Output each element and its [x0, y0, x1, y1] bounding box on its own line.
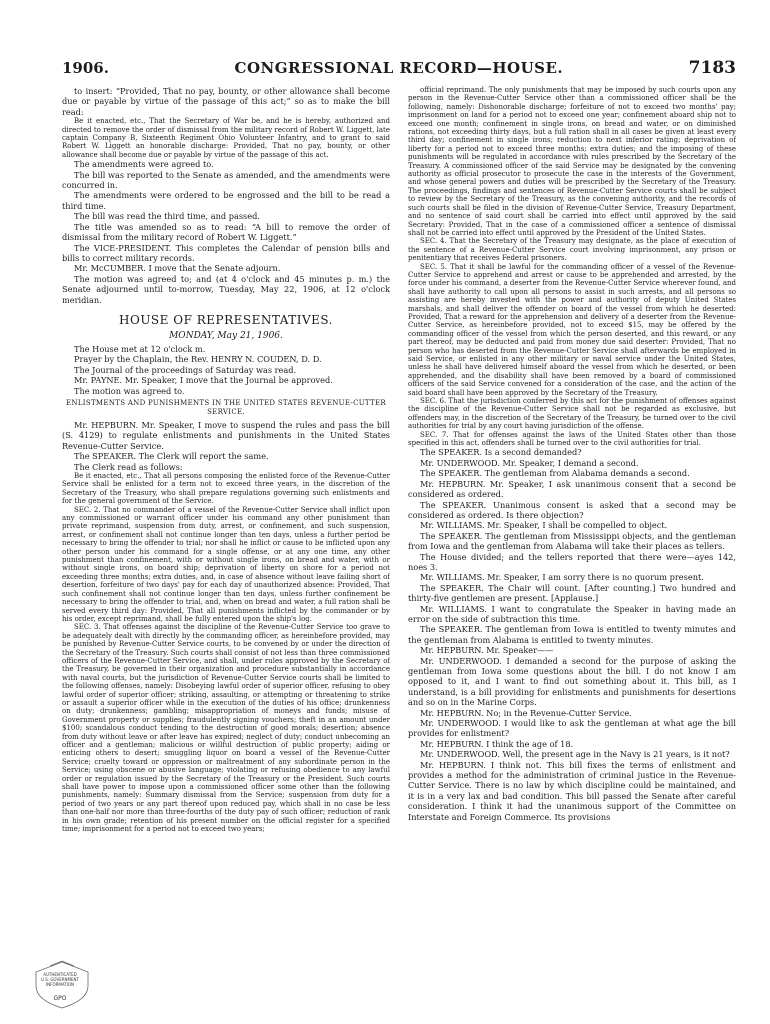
debate-paragraph: Mr. UNDERWOOD. Well, the present age in the Navy is 21 years, is it not? [420, 749, 730, 760]
paragraph: The motion was agreed to; and (at 4 o'clock and 45 minutes p. m.) the Senate adjourned until to-morrow, Tuesday, May 22, 1906, at 12 o'clock meridian. [62, 273, 390, 305]
bill-paragraph: SEC. 3. That offenses against the discipline of the Revenue-Cutter Service too grave to be adequately dealt with directly by the commanding officer, as hereinbefore provided, may be punished by Revenue-Cutter Service courts, to be convened by or under the direction of the Secretary of the Treasury. Such courts shall consist of not less than three commissioned officers of the Revenue-Cutter Service, and shall, under rules approved by the Secretary of the Treasury, be governed in their organization and procedure substantially in accordance with naval courts, but the jurisdiction of Revenue-Cutter Service courts shall be limited to the following offenses, namely: Disobeying lawful order of superior officer, refusing to obey lawful order of superior officer; striking, assaulting, or attempting or threatening to strike or assault a superior officer while in the execution of the duties of his office; drunkenness on duty; drunkenness; gambling; misappropriation of moneys and funds; misuse of Government property or supplies; fraudulently signing vouchers; theft in an amount under $100; scandalous conduct tending to the destruction of good morals; desertion; absence from duty without leave or after leave has expired; neglect of duty; conduct unbecoming an officer and a gentleman; malicious or willful destruction of public property; aiding or enticing others to desert; smuggling liquor on board a vessel of the Revenue-Cutter Service; cruelty toward or oppression or maltreatment of any subordinate person in the Service; using obscene or abusive language; violating or refusing obedience to any lawful order or regulation issued by the Secretary of the Treasury or the President. Such courts shall have power to impose upon a commissioned officer some other than the following punishments, namely: Summary dismissal from the Service; suspension from duty for a period of two years or any part thereof upon reduced pay, which shall in no case be less than one-half nor more than three-fourths of the duty pay of such officer; reduction of rank in his own grade; retention of his present number on the official register for a specified time; imprisonment for a period not to exceed two years; [62, 623, 390, 834]
paragraph: Be it enacted, etc., That the Secretary of War be, and he is hereby, authorized and directed to remove the order of dismissal from the military record of Robert W. Liggett, late captain Company B, Sixteenth Regiment Ohio Volunteer Infantry, and to grant to said Robert W. Liggett an honorable discharge: Provided, That no pay, bounty, or other allowance shall become due or payable by virtue of the passage of this act. [62, 117, 390, 159]
paragraph: The motion was agreed to. [74, 385, 185, 396]
debate-paragraph: Mr. UNDERWOOD. I would like to ask the gentleman at what age the bill provides for enlistment? [408, 718, 736, 739]
paragraph: The SPEAKER. The Clerk will report the same. [74, 451, 269, 462]
house-heading: HOUSE OF REPRESENTATIVES. [119, 312, 333, 327]
header-title: CONGRESSIONAL RECORD—HOUSE. [234, 59, 564, 77]
bill-paragraph: SEC. 5. That it shall be lawful for the commanding officer of a vessel of the Revenue-Cutter Service to apprehend and arrest or cause to be apprehended and arrested, by the force under his command, a deserter from the Revenue-Cutter Service wherever found, and shall have authority to call upon all persons to assist in such arrests, and all persons so assisting are hereby invested with the power and authority of deputy United States marshals, and shall deliver the offender on board of the vessel from which he deserted: Provided, That a reward for the apprehension and delivery of a deserter from the Revenue-Cutter Service, as hereinbefore provided, not to exceed $15, may be offered by the commanding officer of the vessel from which the person deserted, and this reward, or any part thereof, may be deducted and paid from money due said deserter: Provided, That no person who has deserted from the Revenue-Cutter Service shall afterwards be employed in said Service, or enlisted in any other military or naval service under the United States, unless he shall have delivered himself aboard the vessel from which he deserted, or been apprehended, and the disability shall have been removed by a board of commissioned officers of the said Service convened for a consideration of the case, and the action of the said board shall have been approved by the Secretary of the Treasury. [408, 262, 736, 397]
seal-text-3: INFORMATION [45, 982, 75, 987]
debate-paragraph: The SPEAKER. The gentleman from Iowa is entitled to twenty minutes and the gentleman from Alabama is entitled to twenty minutes. [408, 624, 736, 645]
paragraph: The bill was reported to the Senate as amended, and the amendments were concurred in. [62, 169, 390, 191]
debate-paragraph: Mr. HEPBURN. Mr. Speaker—— [420, 645, 554, 656]
header-page-number: 7183 [688, 58, 736, 78]
left-column [62, 86, 390, 986]
paragraph: The amendments were ordered to be engrossed and the bill to be read a third time. [62, 190, 390, 211]
bill-paragraph: SEC. 4. That the Secretary of the Treasury may designate, as the place of execution of the sentence of a Revenue-Cutter Service court involving imprisonment, any prison or penitentiary that receives Federal prisoners. [408, 237, 736, 263]
gpo-authentication-seal [28, 960, 96, 1010]
seal-text-2: U.S. GOVERNMENT [41, 977, 79, 982]
bill-paragraph: Be it enacted, etc., That all persons composing the enlisted force of the Revenue-Cutter Service shall be enlisted for a term not to exceed three years, in the discretion of the Secretary of the Treasury, who shall prepare regulations governing such enlistments and for the general government of the Service. [62, 472, 390, 506]
page-header [62, 58, 736, 78]
debate-paragraph: Mr. HEPBURN. I think not. This bill fixes the terms of enlistment and provides a method for the administration of criminal justice in the Revenue-Cutter Service. There is no law by which discipline could be maintained, and it is in a very lax and bad condition. This bill passed the Senate after careful consideration. I think it had the unanimous support of the Committee on Interstate and Foreign Commerce. Its provisions [408, 759, 736, 822]
paragraph: to insert: “Provided, That no pay, bounty, or other allowance shall become due or payable by virtue of the passage of this act;” so as to make the bill read: [62, 86, 390, 117]
debate-paragraph: The SPEAKER. The gentleman from Mississippi objects, and the gentleman from Iowa and the gentleman from Alabama will take their places as tellers. [408, 530, 736, 552]
debate-paragraph: Mr. UNDERWOOD. Mr. Speaker, I demand a second. [420, 457, 639, 468]
debate-paragraph: Mr. WILLIAMS. Mr. Speaker, I shall be compelled to object. [420, 520, 668, 531]
paragraph: The House met at 12 o'clock m. [74, 343, 206, 354]
paragraph: The VICE-PRESIDENT. This completes the Calendar of pension bills and bills to correct military records. [62, 242, 390, 263]
bill-paragraph: official reprimand. The only punishments that may be imposed by such courts upon any person in the Revenue-Cutter Service other than a commissioned officer shall be the following, namely: Dishonorable discharge; forfeiture of not to exceed two months' pay; imprisonment on land for a period not to exceed one year; confinement aboard ship not to exceed one month; confinement in single irons, on bread and water, or on diminished rations, not exceeding thirty days, but a full ration shall in all cases be given at least every third day; confinement in single irons; reduction to next inferior rating; deprivation of liberty for a period not to exceed three months; extra duties; and the imposing of these punishments will be regulated in accordance with rules prescribed by the Secretary of the Treasury. A commissioned officer of the said Service may be designated by the convening authority as official prosecutor to prosecute the case in the interests of the Government, and whose general powers and duties will be prescribed by the Secretary of the Treasury. The proceedings, findings and sentences of Revenue-Cutter Service courts shall be subject to review by the Secretary of the Treasury, as the convening authority, and the records of such courts shall be filed in the division of Revenue-Cutter Service, Treasury Department, and no sentence of said court shall be carried into effect until approved by the said Secretary: Provided, That in the case of a commissioned officer a sentence of dismissal shall not be carried into effect until approved by the President of the United States. [408, 86, 736, 237]
debate-paragraph: The SPEAKER. Unanimous consent is asked that a second may be considered as ordered. Is there objection? [408, 499, 736, 520]
section-heading: ENLISTMENTS AND PUNISHMENTS IN THE UNITED STATES REVENUE-CUTTER SERVICE. [66, 398, 386, 416]
debate-paragraph: Mr. HEPBURN. I think the age of 18. [420, 738, 574, 749]
house-date: MONDAY, May 21, 1906. [169, 330, 283, 341]
debate-paragraph: The SPEAKER. Is a second demanded? [420, 447, 582, 458]
debate-paragraph: Mr. HEPBURN. No; in the Revenue-Cutter Service. [420, 707, 632, 718]
header-year: 1906. [62, 59, 109, 77]
seal-text-4: GPO [53, 995, 67, 1002]
paragraph: The Journal of the proceedings of Saturday was read. [74, 364, 297, 375]
paragraph: The title was amended so as to read: “A bill to remove the order of dismissal from the military record of Robert W. Liggett.” [62, 221, 390, 243]
seal-text-1: AUTHENTICATED [43, 972, 77, 977]
paragraph: The amendments were agreed to. [74, 159, 214, 170]
bill-paragraph: SEC. 6. That the jurisdiction conferred by this act for the punishment of offenses against the discipline of the Revenue-Cutter Service shall not be regarded as exclusive, but offenders may, in the discretion of the Secretary of the Treasury, be turned over to the civil authorities for trial by any court having jurisdiction of the offense. [408, 397, 736, 431]
debate-paragraph: The SPEAKER. The gentleman from Alabama demands a second. [420, 468, 690, 479]
bill-paragraph: SEC. 7. That for offenses against the laws of the United States other than those specified in this act, offenders shall be turned over to the civil authorities for trial. [408, 430, 736, 448]
right-column [408, 86, 736, 986]
debate-paragraph: The House divided; and the tellers reported that there were—ayes 142, noes 3. [408, 551, 736, 572]
paragraph: Mr. PAYNE. Mr. Speaker, I move that the Journal be approved. [74, 375, 333, 386]
debate-paragraph: Mr. UNDERWOOD. I demanded a second for the purpose of asking the gentleman from Iowa some questions about the bill. I do not know I am opposed to it, and I want to find out something about it. This bill, as I understand, is a bill providing for enlistments and punishments for desertions and so on in the Marine Corps. [408, 655, 736, 708]
bill-paragraph: SEC. 2. That no commander of a vessel of the Revenue-Cutter Service shall inflict upon any commissioned or warrant officer under his command any other punishment than private reprimand, suspension from duty, arrest, or confinement, and such suspension, arrest, or confinement shall not continue longer than ten days, unless a further period be necessary to bring the offender to trial; nor shall he inflict or cause to be inflicted upon any other person under his command for a single offense, or at any one time, any other punishment than confinement, with or without single irons, on bread and water, with or without single irons, on board ship; deprivation of liberty on shore for a period not exceeding three months; extra duties, and, in case of absence without leave failing short of desertion, forfeiture of two days' pay for each day of unauthorized absence: Provided, That such confinement shall not continue longer than ten days, unless further confinement be necessary to bring the offender to trial, and, when on bread and water, a full ration shall be served every third day: Provided, That all punishments inflicted by the commander or by his order, except reprimand, shall be fully entered upon the ship's log. [62, 505, 390, 623]
debate-paragraph: Mr. WILLIAMS. Mr. Speaker, I am sorry there is no quorum present. [420, 572, 704, 583]
paragraph: Prayer by the Chaplain, the Rev. HENRY N. COUDEN, D. D. [74, 354, 322, 365]
paragraph: Mr. HEPBURN. Mr. Speaker, I move to suspend the rules and pass the bill (S. 4129) to regulate enlistments and punishments in the United States Revenue-Cutter Service. [62, 419, 390, 451]
paragraph: Mr. McCUMBER. I move that the Senate adjourn. [74, 263, 281, 274]
debate-paragraph: Mr. WILLIAMS. I want to congratulate the Speaker in having made an error on the side of subtraction this time. [408, 603, 736, 624]
debate-paragraph: The SPEAKER. The Chair will count. [After counting.] Two hundred and thirty-five gentlemen are present. [Applause.] [408, 582, 736, 604]
text-columns [62, 86, 736, 986]
debate-paragraph: Mr. HEPBURN. Mr. Speaker, I ask unanimous consent that a second be considered as ordered. [408, 478, 736, 500]
paragraph: The bill was read the third time, and passed. [74, 211, 260, 222]
paragraph: The Clerk read as follows: [74, 461, 183, 472]
